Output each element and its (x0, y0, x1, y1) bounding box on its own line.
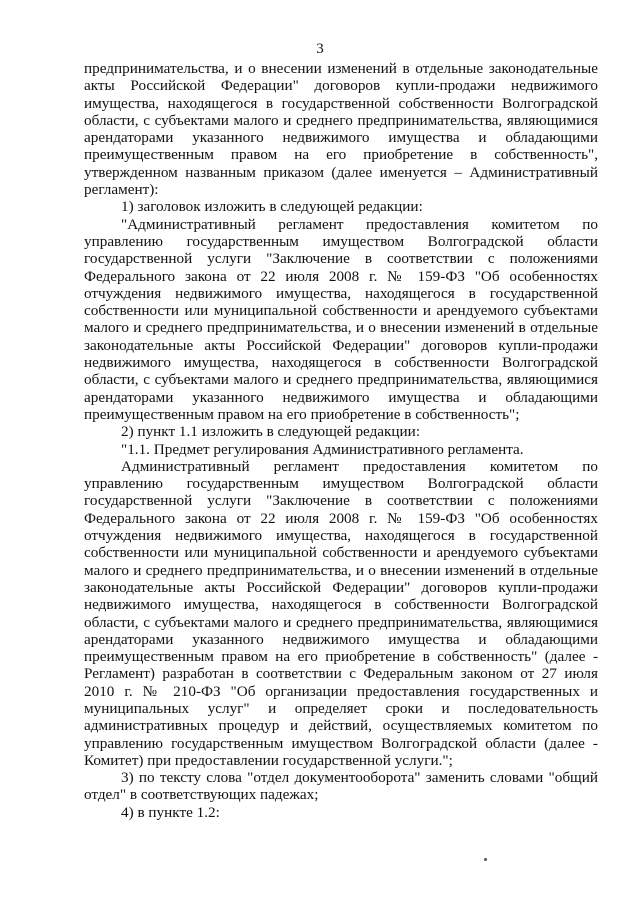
page-number: 3 (316, 41, 324, 57)
scan-speck (484, 858, 487, 861)
paragraph-regulation-text: Административный регламент предоставления комитетом по управлению государственным имуществом Волгоградской области государственной услуги "Заключение в соответствии с положениями Федерального закона от 22 июля 2008 г. № 159-ФЗ "Об особенностях отчуждения недвижимого имущества, находящегося в государственной собственности или муниципальной собственности и арендуемого субъектами малого и среднего предпринимательства, и о внесении изменений в отдельные законодательные акты Российской Федерации" договоров купли-продажи недвижимого имущества, находящегося в собственности Волгоградской области, с субъектами малого и среднего предпринимательства, являющимися арендаторами указанного недвижимого имущества и обладающими преимущественным правом на его приобретение в собственность" (далее - Регламент) разработан в соответствии с Федеральным законом от 27 июля 2010 г. № 210-ФЗ "Об организации предоставления государственных и муниципальных услуг" и определяет сроки и последовательность административных процедур и действий, осуществляемых комитетом по управлению государственным имуществом Волгоградской области (далее - Комитет) при предоставлении государственной услуги."; (84, 457, 598, 769)
document-body (84, 60, 598, 821)
paragraph-continuation: предпринимательства, и о внесении изменений в отдельные законодательные акты Российской Федерации" договоров купли-продажи недвижимого имущества, находящегося в государственной собственности Волгоградской области, с субъектами малого и среднего предпринимательства, являющимися арендаторами указанного недвижимого имущества и обладающими преимущественным правом на его приобретение в собственность", утвержденном названным приказом (далее именуется – Административный регламент): (84, 60, 598, 199)
paragraph-subject-heading: "1.1. Предмет регулирования Административного регламента. (121, 440, 524, 458)
paragraph-item-2: 2) пункт 1.1 изложить в следующей редакции: (121, 423, 421, 441)
paragraph-item-1: 1) заголовок изложить в следующей редакции: (121, 198, 423, 216)
paragraph-title-wording: "Административный регламент предоставления комитетом по управлению государственным имуществом Волгоградской области государственной услуги "Заключение в соответствии с положениями Федерального закона от 22 июля 2008 г. № 159-ФЗ "Об особенностях отчуждения недвижимого имущества, находящегося в государственной собственности или муниципальной собственности и арендуемого субъектами малого и среднего предпринимательства, и о внесении изменений в отдельные законодательные акты Российской Федерации" договоров купли-продажи недвижимого имущества, находящегося в собственности Волгоградской области, с субъектами малого и среднего предпринимательства, являющимися арендаторами указанного недвижимого имущества и обладающими преимущественным правом на его приобретение в собственность"; (84, 215, 598, 423)
paragraph-item-3: 3) по тексту слова "отдел документооборота" заменить словами "общий отдел" в соответствующих падежах; (84, 769, 598, 804)
paragraph-item-4: 4) в пункте 1.2: (121, 803, 220, 821)
